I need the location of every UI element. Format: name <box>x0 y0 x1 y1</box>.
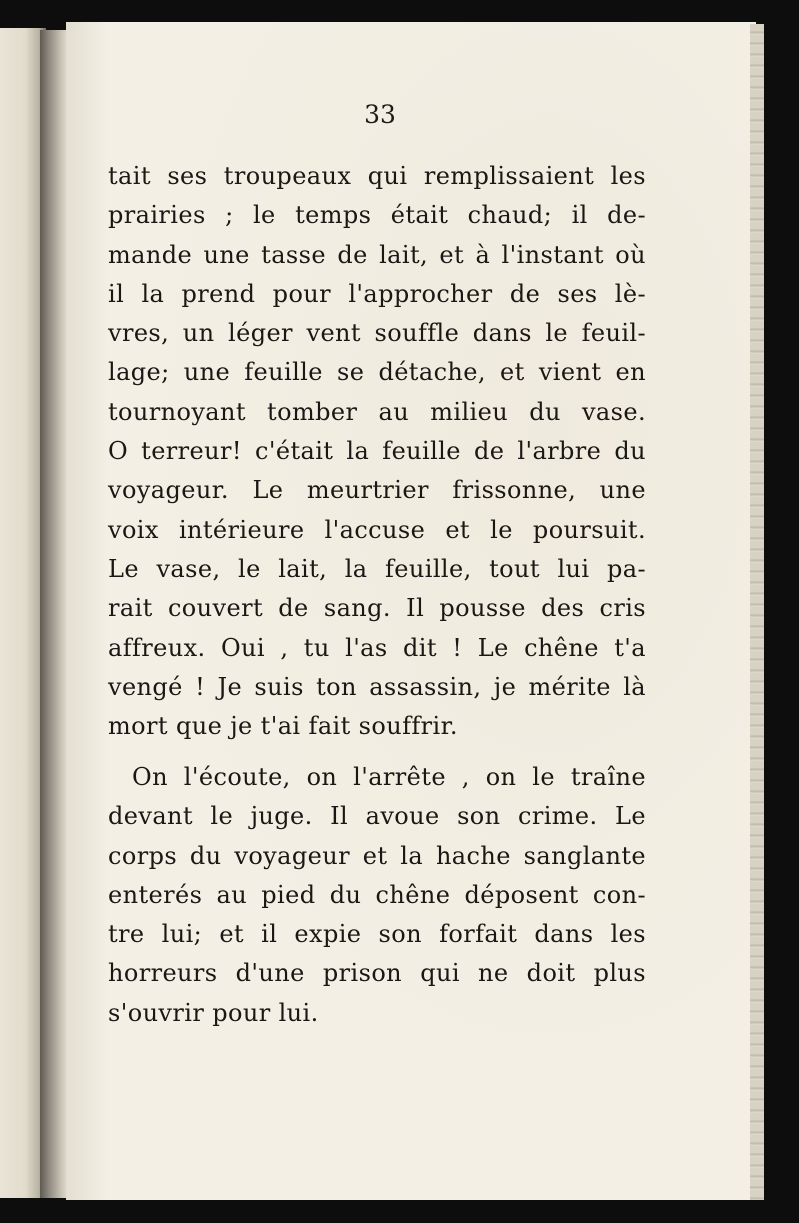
text-line: rait couvert de sang. Il pousse des cris <box>108 594 646 623</box>
page-stack-edge <box>750 24 764 1200</box>
text-line: mande une tasse de lait, et à l'instant où <box>108 240 646 269</box>
text-line: il la prend pour l'approcher de ses lè- <box>108 279 646 308</box>
text-line: voix intérieure l'accuse et le poursuit. <box>108 515 646 544</box>
text-line: O terreur! c'était la feuille de l'arbre du <box>108 437 646 466</box>
text-line: enterés au pied du chêne déposent con- <box>108 880 646 909</box>
paragraph-2 <box>108 758 646 1033</box>
text-line: voyageur. Le meurtrier frissonne, une <box>108 476 646 505</box>
text-line: vengé ! Je suis ton assassin, je mérite là <box>108 672 646 701</box>
paragraph-1 <box>108 157 646 746</box>
text-line: corps du voyageur et la hache sanglante <box>108 841 646 870</box>
text-line: mort que je t'ai fait souffrir. <box>108 712 458 741</box>
text-line: affreux. Oui , tu l'as dit ! Le chêne t'a <box>108 633 646 662</box>
text-line: Le vase, le lait, la feuille, tout lui pa- <box>108 554 646 583</box>
text-line: horreurs d'une prison qui ne doit plus <box>108 959 646 988</box>
text-line: lage; une feuille se détache, et vient en <box>108 358 646 387</box>
page-number: 33 <box>364 100 396 129</box>
text-line: devant le juge. Il avoue son crime. Le <box>108 802 646 831</box>
text-line: prairies ; le temps était chaud; il de- <box>108 201 646 230</box>
text-line: On l'écoute, on l'arrête , on le traîne <box>132 763 646 791</box>
text-line: tournoyant tomber au milieu du vase. <box>108 397 646 426</box>
text-line: s'ouvrir pour lui. <box>108 998 319 1027</box>
text-line: tait ses troupeaux qui remplissaient les <box>108 162 646 190</box>
text-line: vres, un léger vent souffle dans le feuil- <box>108 319 646 348</box>
text-line: tre lui; et il expie son forfait dans les <box>108 920 646 949</box>
